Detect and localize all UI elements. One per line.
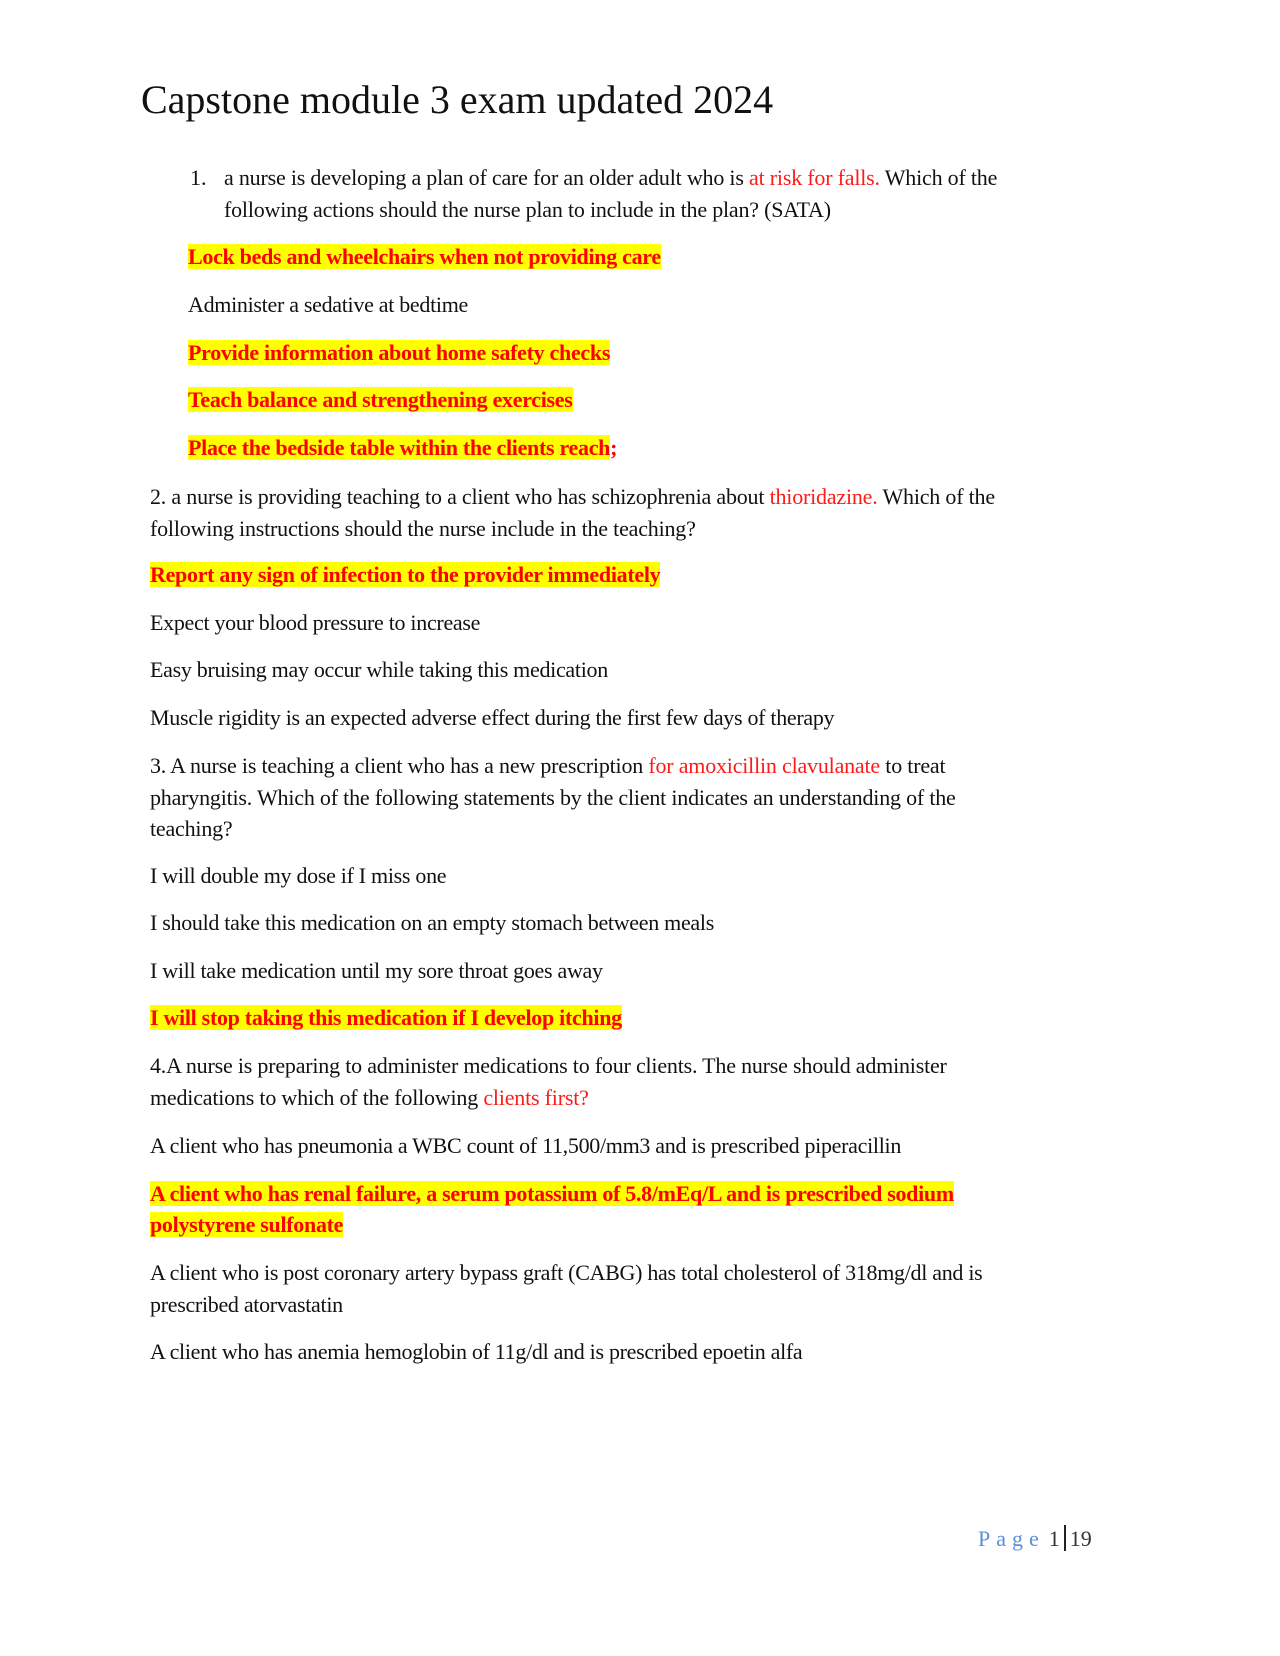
answer-option — [150, 655, 608, 685]
answer-option-correct — [188, 338, 610, 368]
answer-suffix: ; — [610, 435, 618, 460]
question-text: medications to which of the following — [150, 1085, 484, 1110]
answer-option-correct — [188, 433, 617, 463]
answer-text: Muscle rigidity is an expected adverse effect during the first few days of therapy — [150, 705, 835, 730]
question-text: teaching? — [150, 816, 233, 841]
question-text-line — [150, 750, 945, 782]
question-text: 4.A nurse is preparing to administer medications to four clients. The nurse should administer — [150, 1053, 947, 1078]
current-page-number: 1 — [1048, 1526, 1060, 1551]
question-emphasis: thioridazine. — [769, 484, 878, 509]
answer-text: Provide information about home safety checks — [188, 340, 611, 365]
question-text-line — [224, 162, 997, 194]
question-text-line — [150, 1082, 589, 1114]
answer-text: Expect your blood pressure to increase — [150, 610, 481, 635]
answer-text: polystyrene sulfonate — [150, 1212, 344, 1237]
question-text: following actions should the nurse plan to include in the plan? (SATA) — [224, 197, 831, 222]
answer-text: prescribed atorvastatin — [150, 1292, 343, 1317]
page-label: Page — [978, 1526, 1045, 1551]
question-text: Which of the — [877, 484, 995, 509]
answer-option — [150, 861, 446, 891]
question-text: a nurse is developing a plan of care for an older adult who is — [224, 165, 750, 190]
answer-text: A client who has pneumonia a WBC count of 11,500/mm3 and is prescribed piperacillin — [150, 1133, 902, 1158]
answer-option — [150, 1258, 982, 1288]
question-text: to treat — [879, 753, 946, 778]
question-number: 1. — [190, 165, 207, 190]
question-text: following instructions should the nurse include in the teaching? — [150, 516, 696, 541]
answer-text: Place the bedside table within the clients reach — [188, 435, 611, 460]
question-text-line — [150, 813, 232, 845]
answer-option — [150, 908, 714, 938]
answer-text: I will take medication until my sore throat goes away — [150, 958, 603, 983]
question-text-line — [150, 513, 696, 545]
answer-option — [188, 290, 468, 320]
answer-text: A client who is post coronary artery bypass graft (CABG) has total cholesterol of 318mg/dl and is — [150, 1260, 983, 1285]
answer-text: A client who has anemia hemoglobin of 11g/dl and is prescribed epoetin alfa — [150, 1339, 803, 1364]
question-text-line — [150, 481, 995, 513]
page-footer — [978, 1523, 1092, 1555]
answer-text: I will stop taking this medication if I develop itching — [150, 1005, 622, 1030]
question-text: 3. A nurse is teaching a client who has a new prescription — [150, 753, 649, 778]
answer-option — [150, 1337, 802, 1367]
answer-text: Report any sign of infection to the provider immediately — [150, 562, 661, 587]
question-emphasis: for amoxicillin clavulanate — [648, 753, 880, 778]
answer-text: I will double my dose if I miss one — [150, 863, 447, 888]
question-text-line — [224, 194, 831, 226]
question-text: 2. a nurse is providing teaching to a client who has schizophrenia about — [150, 484, 770, 509]
answer-option — [150, 608, 480, 638]
question-text: Which of the — [879, 165, 998, 190]
answer-option — [150, 956, 603, 986]
answer-option-correct — [150, 1179, 954, 1209]
question-text-line — [150, 1050, 947, 1082]
question-text-line — [150, 782, 956, 814]
footer-divider — [1064, 1525, 1066, 1551]
answer-text: Teach balance and strengthening exercises — [188, 387, 573, 412]
answer-option-correct-continued — [150, 1210, 343, 1240]
answer-text: I should take this medication on an empty stomach between meals — [150, 910, 714, 935]
question-text: pharyngitis. Which of the following statements by the client indicates an understanding of the — [150, 785, 956, 810]
answer-option — [150, 1131, 901, 1161]
answer-text: Lock beds and wheelchairs when not providing care — [188, 244, 661, 269]
answer-text: Easy bruising may occur while taking this medication — [150, 657, 608, 682]
document-title: Capstone module 3 exam updated 2024 — [141, 77, 774, 122]
question-emphasis: clients first? — [483, 1085, 589, 1110]
answer-option-correct — [188, 385, 573, 415]
answer-option-correct — [150, 560, 660, 590]
answer-option-correct — [188, 242, 661, 272]
answer-option — [150, 703, 834, 733]
answer-text: A client who has renal failure, a serum potassium of 5.8/mEq/L and is prescribed sodium — [150, 1181, 954, 1206]
total-pages: 19 — [1069, 1526, 1092, 1551]
answer-text: Administer a sedative at bedtime — [188, 292, 468, 317]
question-emphasis: at risk for falls. — [749, 165, 880, 190]
answer-option-correct — [150, 1003, 622, 1033]
answer-option-continued — [150, 1290, 343, 1320]
